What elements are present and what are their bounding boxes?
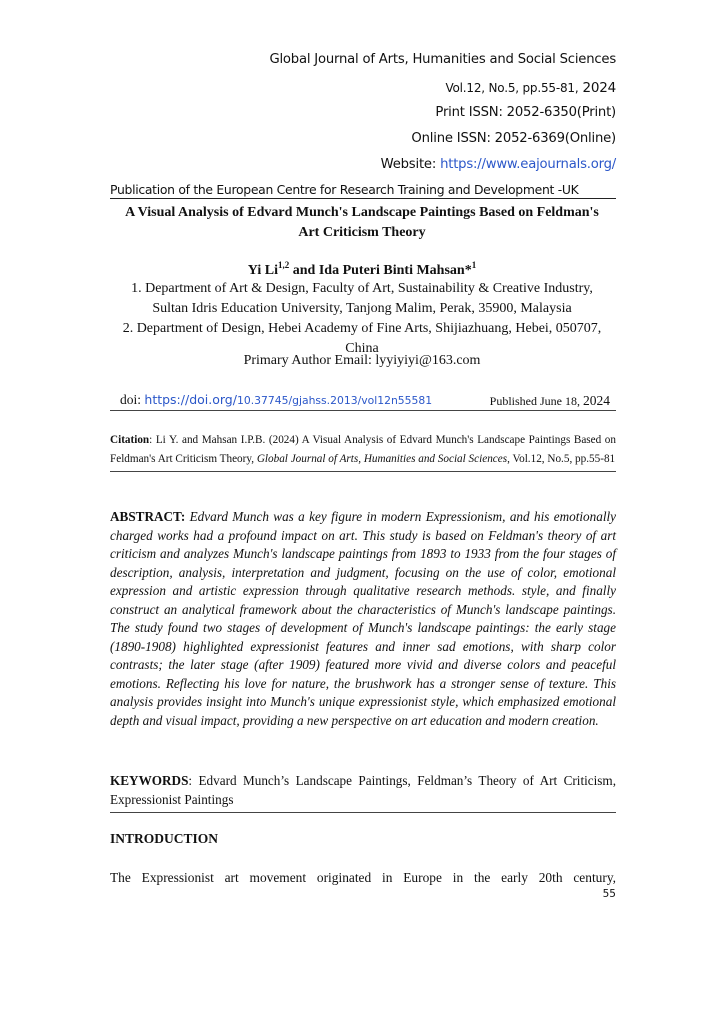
volume-text: Vol.12, No.5, pp.55-81, [445,81,579,95]
author-1-affil: 1,2 [278,260,290,270]
affiliation-2-line-2: China [345,341,379,356]
keywords-label: KEYWORDS [110,773,189,788]
abstract [110,508,616,730]
doi-row [110,392,616,411]
doi [120,392,432,408]
website-label: Website: [380,157,437,172]
print-issn: Print ISSN: 2052-6350(Print) [435,105,616,120]
abstract-label: ABSTRACT: [110,509,186,524]
doi-link-prefix[interactable]: https://doi.org/ [144,392,237,407]
journal-volume [445,80,616,96]
citation-block [110,431,616,472]
published-year: 2024 [583,393,610,408]
journal-website [381,157,616,172]
paper-title [100,203,624,243]
published-label: Published June 18, [489,394,580,408]
doi-label: doi: [120,392,142,407]
author-2: and Ida Puteri Binti Mahsan* [289,263,472,278]
website-link[interactable]: https://www.eajournals.org/ [440,157,616,172]
affiliation-1-line-2: Sultan Idris Education University, Tanjong Malim, Perak, 35900, Malaysia [152,301,572,316]
title-line-2: Art Criticism Theory [298,225,426,240]
publication-line: Publication of the European Centre for Research Training and Development -UK [110,182,616,199]
affiliations [100,279,624,359]
online-issn: Online ISSN: 2052-6369(Online) [411,131,616,146]
citation-journal: Global Journal of Arts, Humanities and Social Sciences [256,453,508,465]
introduction-heading: INTRODUCTION [110,831,219,846]
published-date [490,393,610,409]
author-email: Primary Author Email: lyyiyiyi@163.com [243,353,481,368]
affiliation-2-line-1: 2. Department of Design, Hebei Academy of Fine Arts, Shijiazhuang, Hebei, 050707, [122,321,602,336]
keywords-text: : Edvard Munch’s Landscape Paintings, Feldman’s Theory of Art Criticism, Expressionist Paintings [110,773,616,807]
volume-year: 2024 [582,80,616,96]
keywords [110,772,616,813]
page-number: 55 [602,888,616,900]
citation-text: : Li Y. and Mahsan I.P.B. (2024) A Visual Analysis of Edvard Munch's Landscape Paintings Based on Feldman's Art Criticism Theory, [110,434,616,465]
journal-name: Global Journal of Arts, Humanities and Social Sciences [269,52,616,67]
introduction-first-line: The Expressionist art movement originated in Europe in the early 20th century, [110,870,616,885]
title-line-1: A Visual Analysis of Edvard Munch's Landscape Paintings Based on Feldman's [125,205,599,220]
author-2-affil: 1 [471,260,477,270]
author-1: Yi Li [247,263,279,278]
doi-link-id[interactable]: 10.37745/gjahss.2013/vol12n55581 [236,394,433,407]
citation-label: Citation [110,434,150,446]
citation-tail: , Vol.12, No.5, pp.55-81 [507,453,616,465]
abstract-text: Edvard Munch was a key figure in modern Expressionism, and his emotionally charged works had a profound impact on art. This study is based on Feldman's theory of art criticism and analyzes Munch's landscape paintings from 1893 to 1933 from the four stages of description, analysis, interpretation and judgment, focusing on the use of color, emotional expression and artistic expression through qualitative research methods. style, and finally construct an analytical framework about the characteristics of Munch's landscape paintings. The study found two stages of development of Munch's landscape paintings: the early stage (1890-1908) highlighted expressionist features and inner sad emotions, with sharp color contrasts; the later stage (after 1909) featured more vivid and diverse colors and peaceful emotions. Reflecting his love for nature, the brushwork has a stronger sense of texture. This analysis provides insight into Munch's unique expressionist style, which emphasized emotional depth and visual impact, providing a new perspective on art education and modern creation. [110,509,616,728]
affiliation-1-line-1: 1. Department of Art & Design, Faculty of Art, Sustainability & Creative Industry, [131,281,593,296]
authors [100,260,624,279]
